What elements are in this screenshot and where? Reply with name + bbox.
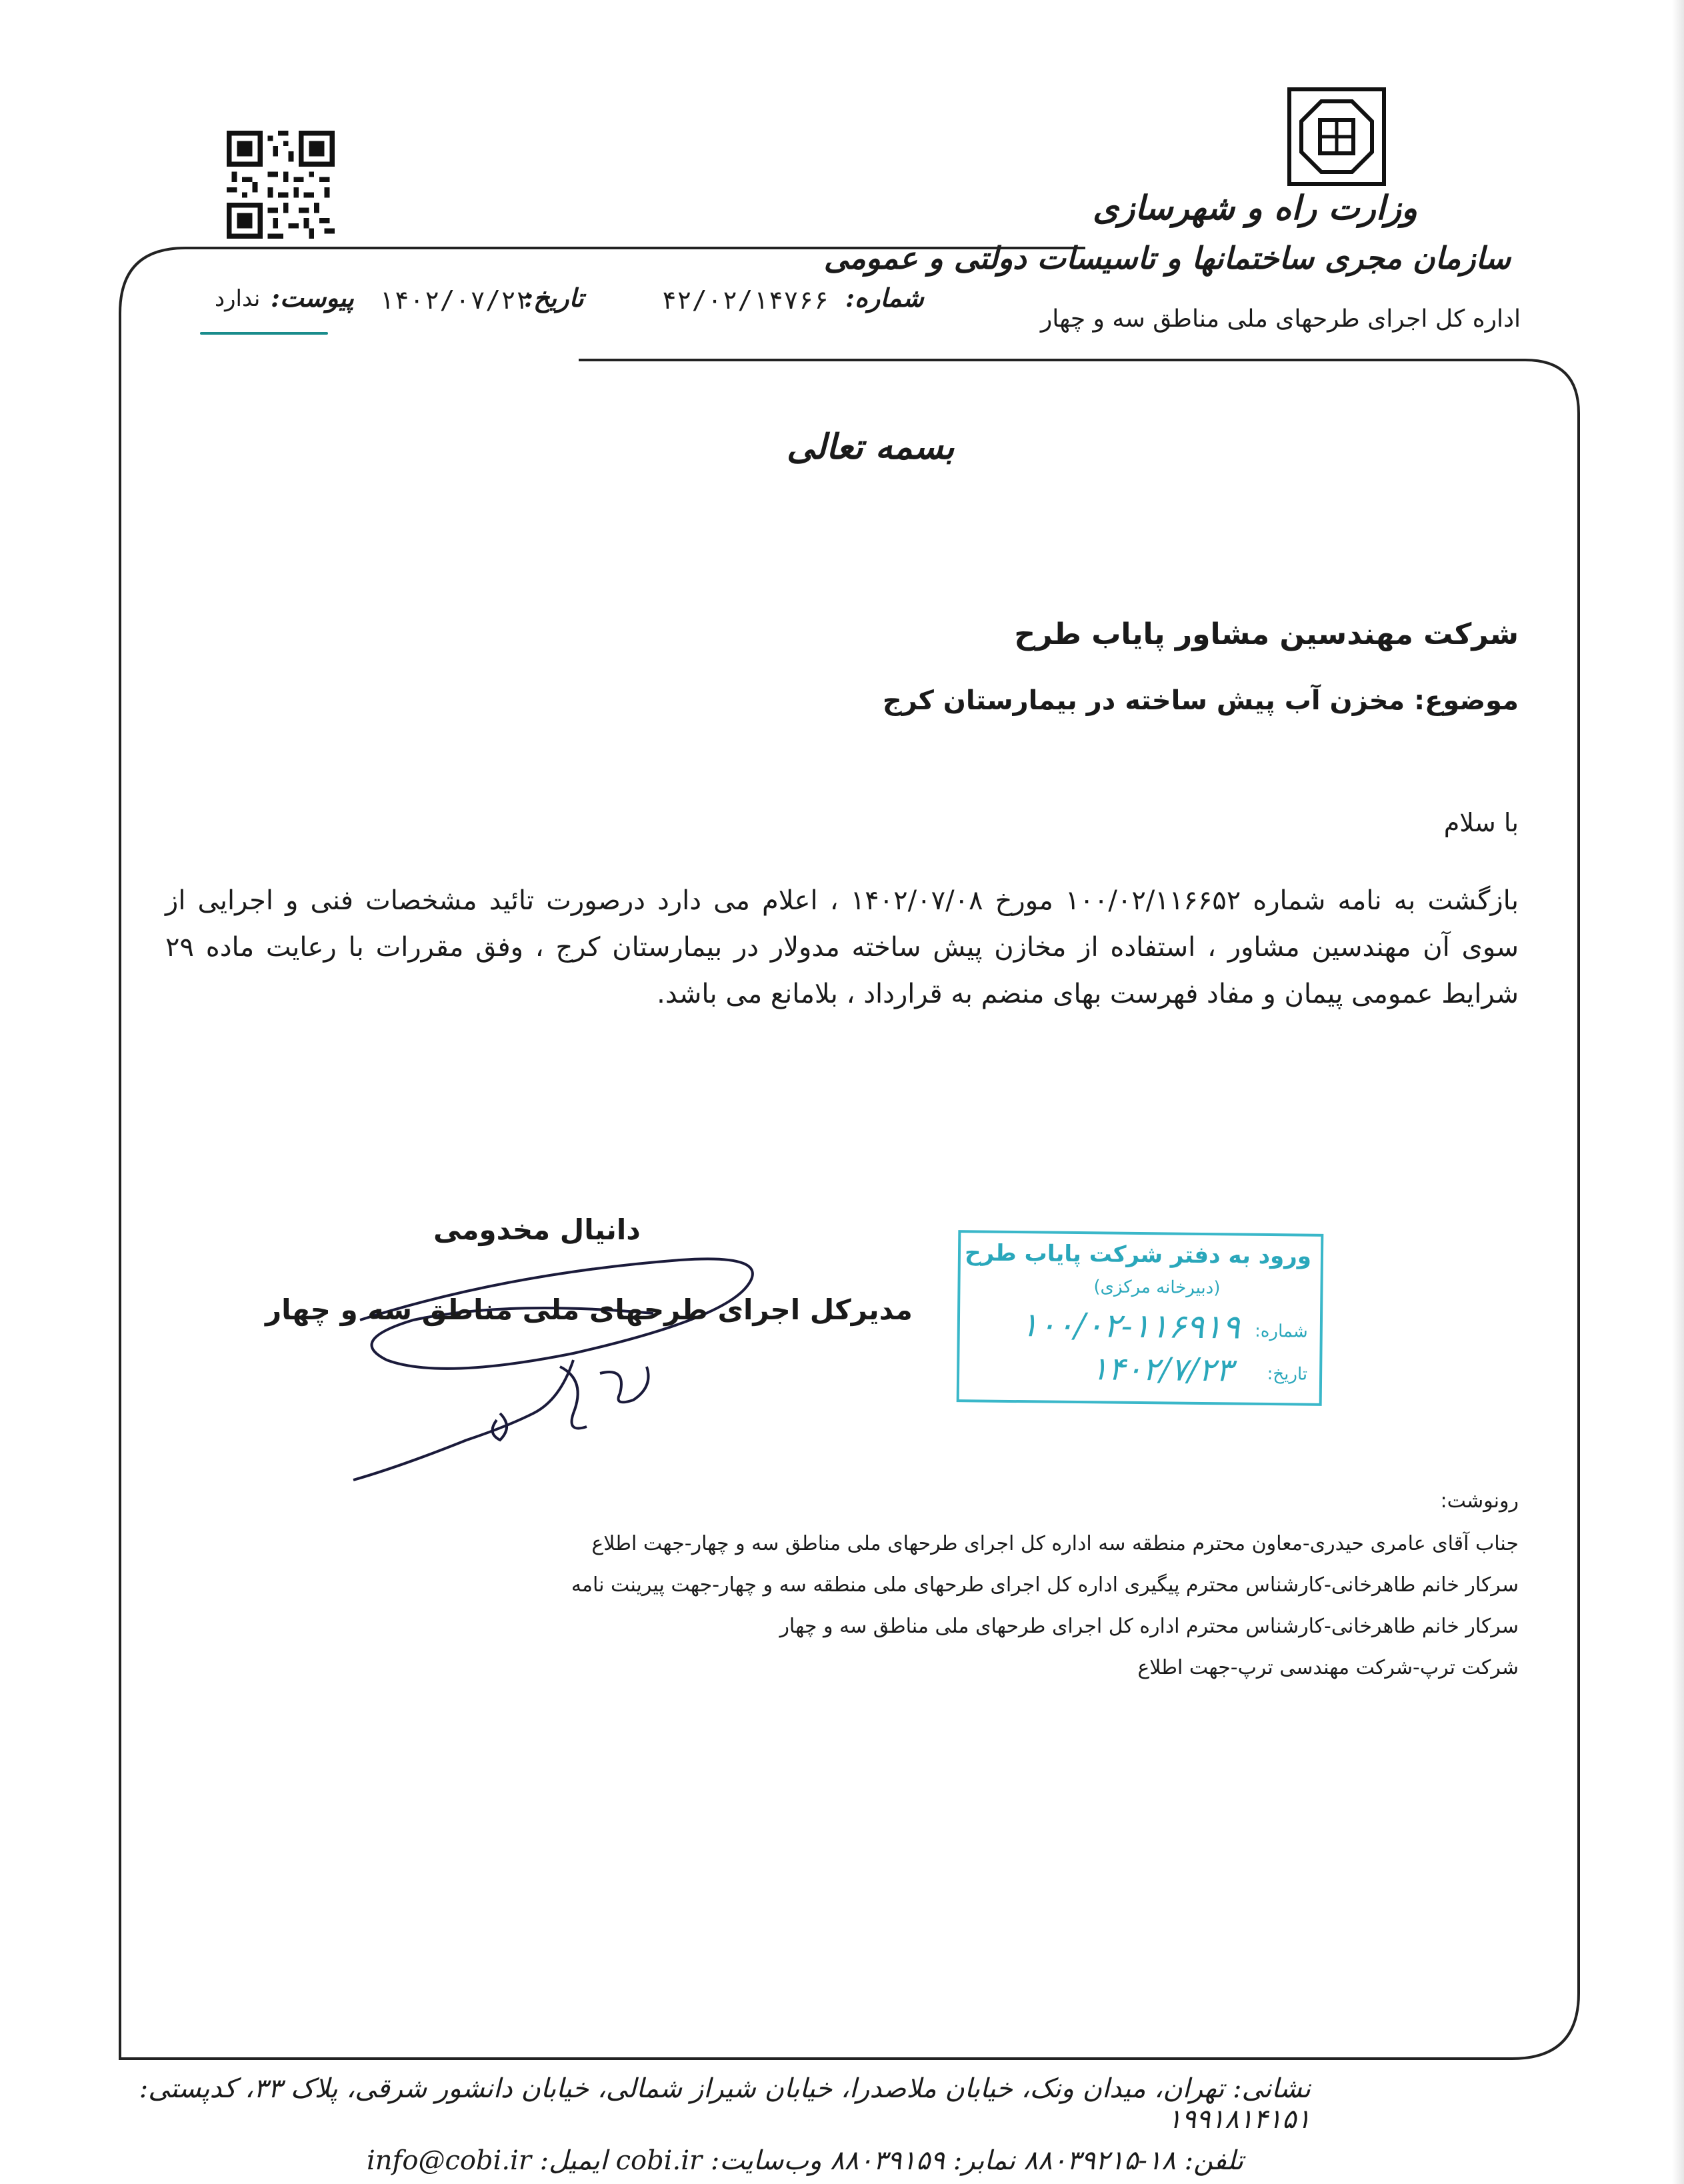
ministry-logo-icon [1287, 87, 1387, 187]
ministry-name: وزارت راه و شهرسازی [1093, 188, 1417, 227]
cc-label: رونوشت: [1440, 1489, 1519, 1513]
cc-item: سرکار خانم طاهرخانی-کارشناس محترم پیگیری اداره کل اجرای طرحهای ملی منطقه سه و چهار-جهت پیرینت نامه [571, 1573, 1519, 1597]
page-edge-shadow [1672, 0, 1684, 2184]
letter-date-value: ۱۴۰۲/۰۷/۲۲ [379, 285, 531, 315]
attachment-value: ندارد [215, 285, 261, 312]
qr-code-icon [227, 131, 335, 239]
footer-address: نشانی: تهران، میدان ونک، خیابان ملاصدرا، خیابان شیراز شمالی، خیابان دانشور شرقی، پلاک ۳۳، کدپستی: ۱۹۹۱۸۱۴۱۵۱ [139, 2073, 1311, 2135]
stamp-subtitle: (دبیرخانه مرکزی) [1093, 1277, 1221, 1299]
cc-item: سرکار خانم طاهرخانی-کارشناس محترم اداره کل اجرای طرحهای ملی مناطق سه و چهار [779, 1615, 1519, 1638]
department-name: اداره کل اجرای طرحهای ملی مناطق سه و چهار [1040, 305, 1521, 333]
letter-body: بازگشت به نامه شماره ۱۰۰/۰۲/۱۱۶۶۵۲ مورخ ۱۴۰۲/۰۷/۰۸ ، اعلام می دارد درصورت تائید مشخصات فنی و اجرایی از سوی آن مهندسین مشاور ، استفاده از مخازن پیش ساخته مدولار در بیمارستان کرج ، وفق مقررات با رعایت ماده ۲۹ شرایط عمومی پیمان و مفاد فهرست بهای منضم به قرارداد ، بلامانع می باشد. [165, 885, 1519, 1009]
signatory-name: دانیال مخدومی [433, 1213, 641, 1246]
stamp-date-value: ۱۴۰۲/۷/۲۳ [1091, 1350, 1233, 1389]
attachment-label: پیوست: [271, 283, 354, 313]
attachment-underline [200, 332, 328, 335]
signatory-title: مدیرکل اجرای طرحهای ملی مناطق سه و چهار [265, 1293, 913, 1326]
footer-contact: تلفن: ۱۸-۸۸۰۳۹۲۱۵ نمابر: ۸۸۰۳۹۱۵۹ وب‌سایت: cobi.ir ایمیل: info@cobi.ir [367, 2145, 1244, 2176]
basmala-heading: بسمه تعالی [787, 427, 955, 467]
letter-number-value: ۴۲/۰۲/۱۴۷۶۶ [661, 285, 829, 315]
letter-number-label: شماره: [845, 283, 924, 313]
recipient: شرکت مهندسین مشاور پایاب طرح [1014, 617, 1519, 651]
letter-date-label: تاریخ: [524, 283, 584, 313]
stamp-number-label: شماره: [1254, 1321, 1308, 1342]
cc-item: جناب آقای عامری حیدری-معاون محترم منطقه سه اداره کل اجرای طرحهای ملی مناطق سه و چهار-جهت اطلاع [591, 1532, 1519, 1555]
subject-line: موضوع: مخزن آب پیش ساخته در بیمارستان کرج [882, 685, 1519, 716]
stamp-date-label: تاریخ: [1267, 1364, 1308, 1385]
cc-item: شرکت ترپ-شرکت مهندسی ترپ-جهت اطلاع [1137, 1656, 1519, 1679]
letter-frame [119, 247, 1580, 2060]
incoming-stamp [957, 1230, 1324, 1406]
stamp-title: ورود به دفتر شرکت پایاب طرح [964, 1239, 1312, 1270]
stamp-number-value: ۱۰۰/۰۲-۱۱۶۹۱۹ [1020, 1305, 1241, 1347]
greeting: با سلام [1443, 808, 1519, 837]
organization-name: سازمان مجری ساختمانها و تاسیسات دولتی و عمومی [823, 240, 1511, 276]
